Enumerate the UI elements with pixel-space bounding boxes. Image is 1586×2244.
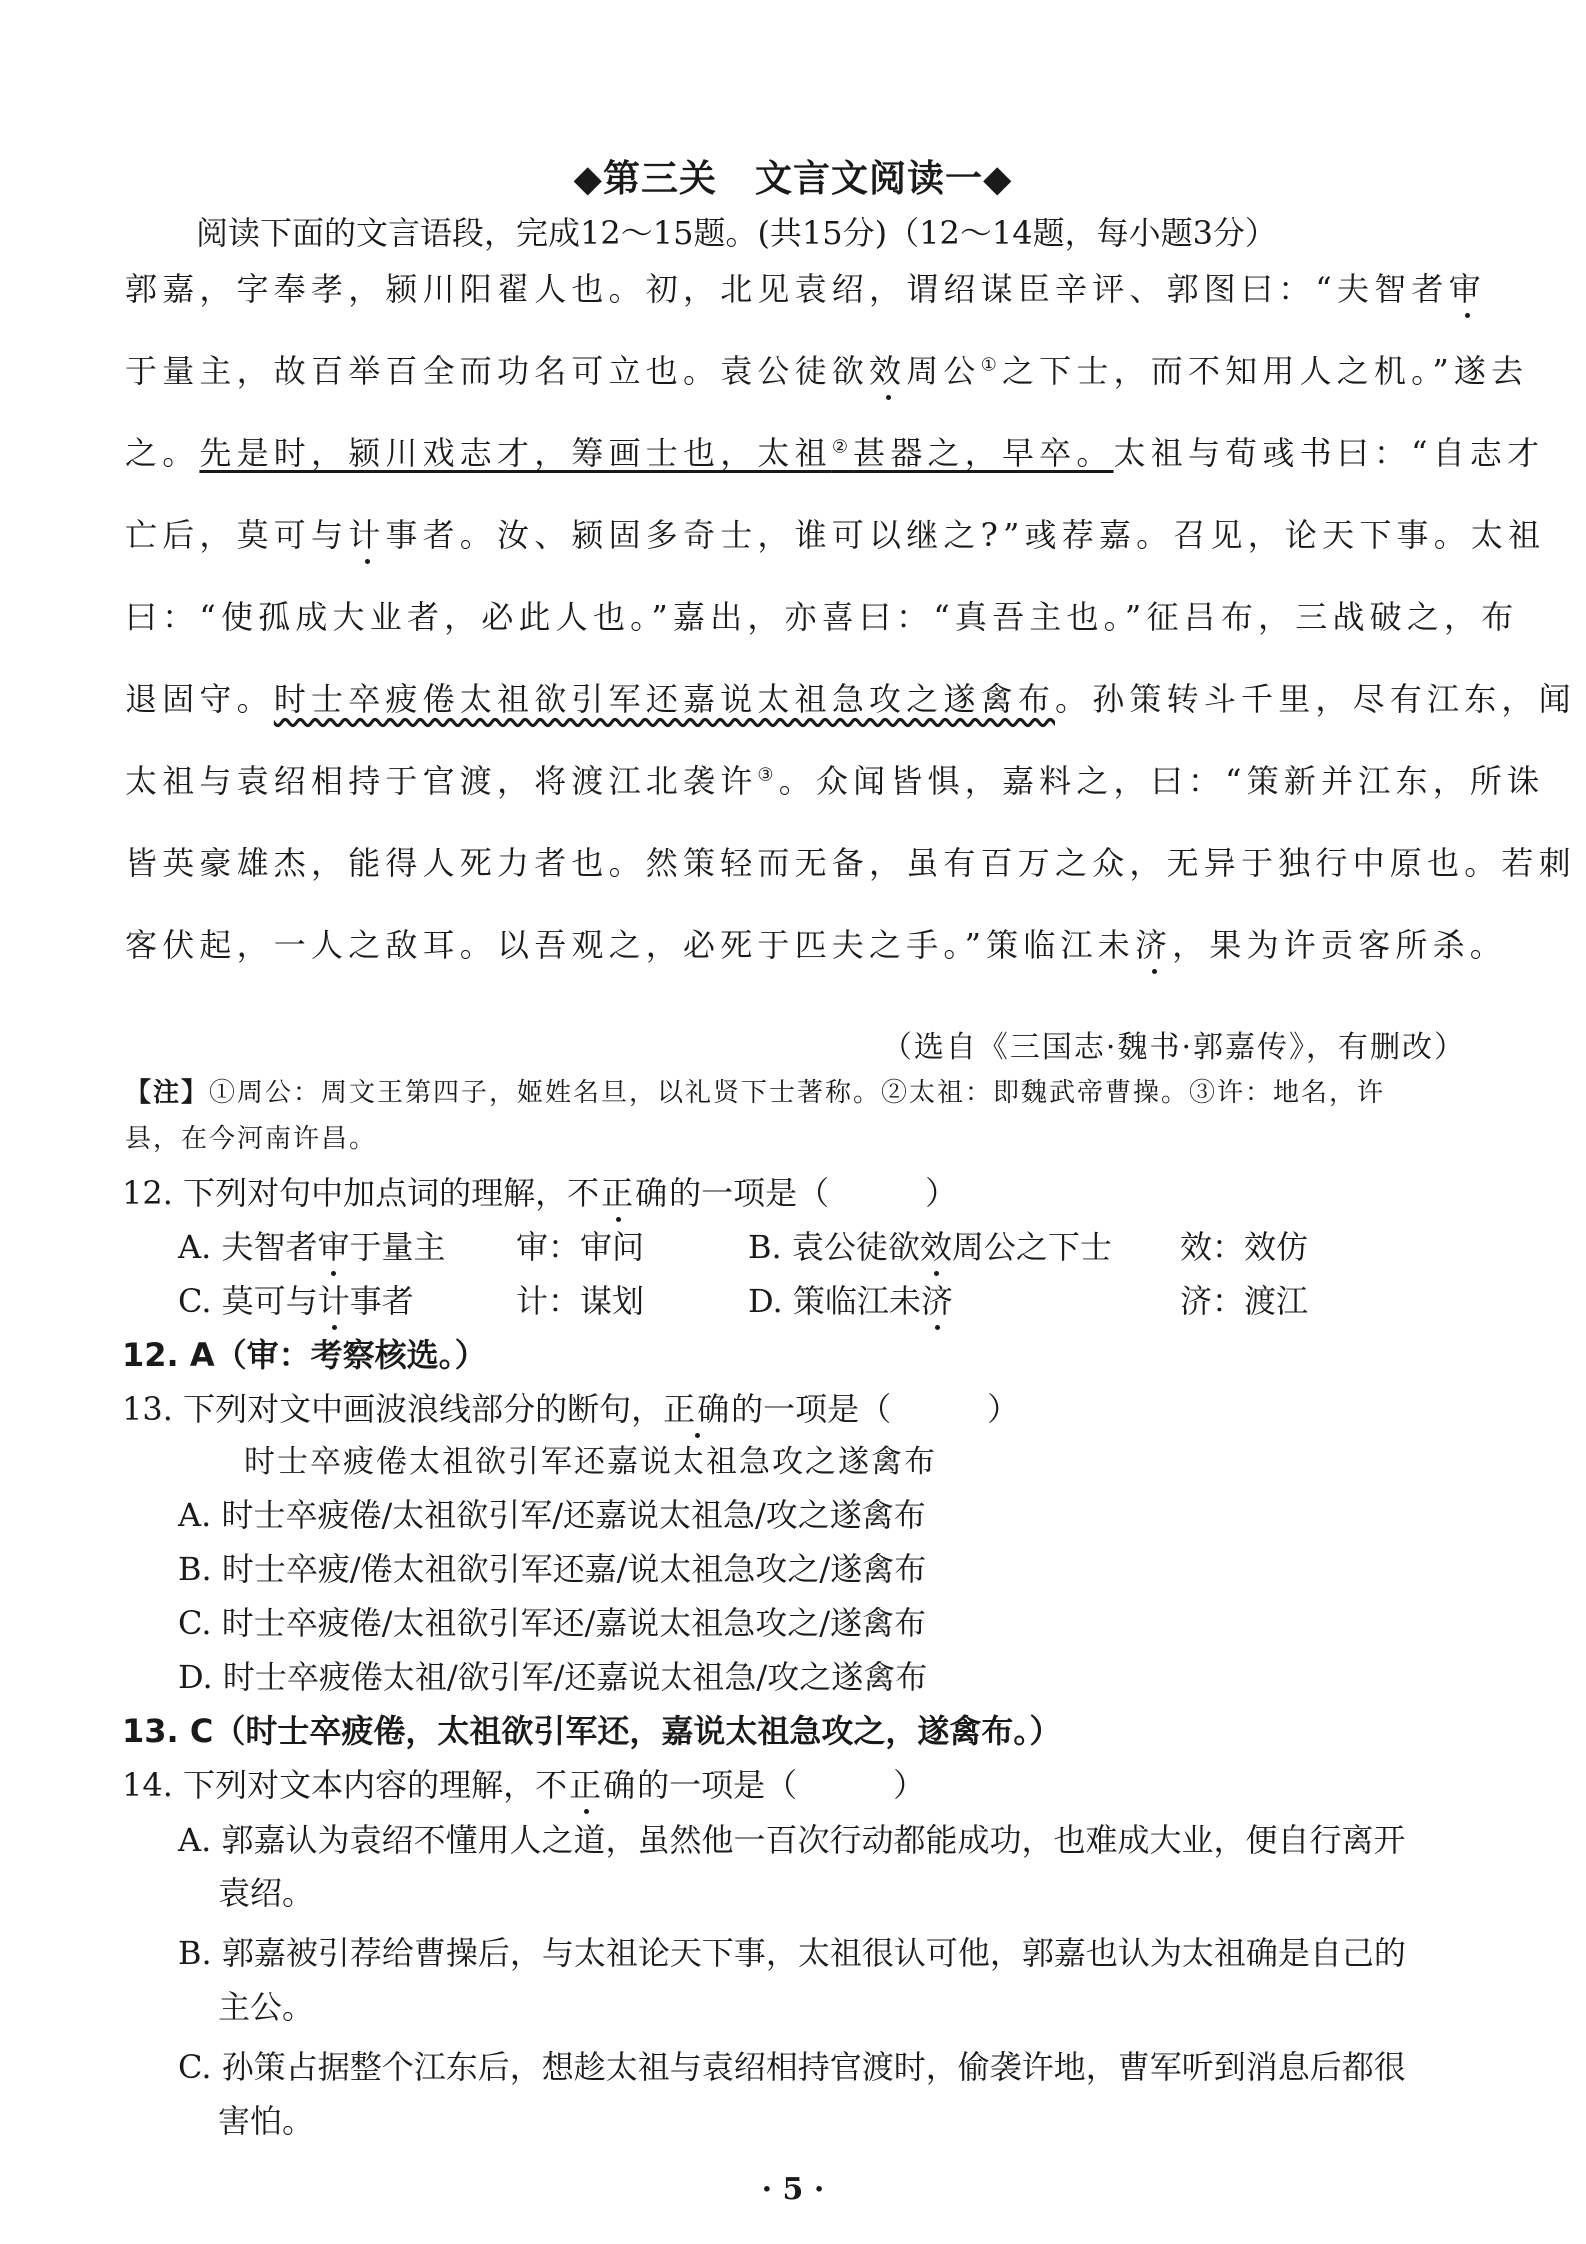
section-title: ◆第三关 文言文阅读一◆	[573, 157, 1013, 200]
dotted-word: 效	[869, 352, 907, 390]
dotted-word: 审	[1448, 270, 1486, 308]
q13-option-b: B. 时士卒疲/倦太祖欲引军还嘉/说太祖急攻之/遂禽布	[178, 1550, 927, 1588]
footnote-line-1: 【注】①周公：周文王第四子，姬姓名旦，以礼贤下士著称。②太祖：即魏武帝曹操。③许：地名，许	[125, 1078, 1386, 1108]
q12-option-c-meaning: 计：谋划	[516, 1282, 645, 1320]
passage-line-4: 亡后，莫可与计事者。汝、颍固多奇士，谁可以继之?”彧荐嘉。召见，论天下事。太祖	[125, 516, 1546, 554]
dotted-word: 计	[348, 516, 386, 554]
q12-option-c: C. 莫可与计事者	[178, 1282, 414, 1320]
q12-option-b: B. 袁公徒欲效周公之下士	[748, 1228, 1112, 1266]
source-citation: （选自《三国志·魏书·郭嘉传》，有删改）	[881, 1030, 1466, 1065]
q14-option-c-line-1: C. 孙策占据整个江东后，想趁太祖与袁绍相持官渡时，偷袭许地，曹军听到消息后都很	[178, 2048, 1406, 2086]
page-number: · 5 ·	[761, 2172, 825, 2207]
passage-line-6: 退固守。时士卒疲倦太祖欲引军还嘉说太祖急攻之遂禽布。孙策转斗千里，尽有江东，闻	[125, 680, 1576, 718]
q14-option-a-line-1: A. 郭嘉认为袁绍不懂用人之道，虽然他一百次行动都能成功，也难成大业，便自行离开	[178, 1821, 1406, 1859]
passage-line-7: 太祖与袁绍相持于官渡，将渡江北袭许③。众闻皆惧，嘉料之，曰：“策新并江东，所诛	[125, 762, 1545, 800]
passage-line-1: 郭嘉，字奉孝，颍川阳翟人也。初，北见袁绍，谓绍谋臣辛评、郭图曰：“夫智者审	[125, 270, 1486, 308]
q12-answer: 12. A（审：考察核选。）	[122, 1336, 487, 1374]
footnote-line-2: 县，在今河南许昌。	[125, 1124, 378, 1154]
underlined-sentence: 先是时，颍川戏志才，筹画士也，太祖②甚器之，早卒。	[199, 434, 1114, 472]
passage-line-5: 曰：“使孤成大业者，必此人也。”嘉出，亦喜曰：“真吾主也。”征吕布，三战破之，布	[125, 598, 1519, 636]
emphasis-dotted: 正确	[663, 1390, 732, 1428]
q14-option-b-line-2: 主公。	[218, 1988, 315, 2026]
q13-option-a: A. 时士卒疲倦/太祖欲引军/还嘉说太祖急/攻之遂禽布	[178, 1496, 926, 1534]
passage-line-2: 于量主，故百举百全而功名可立也。袁公徒欲效周公①之下士，而不知用人之机。”遂去	[125, 352, 1529, 390]
q13-answer: 13. C（时士卒疲倦，太祖欲引军还，嘉说太祖急攻之，遂禽布。）	[122, 1712, 1062, 1750]
q12-option-a-meaning: 审：审问	[516, 1228, 645, 1266]
instructions: 阅读下面的文言语段，完成12～15题。(共15分)（12～14题，每小题3分）	[196, 214, 1277, 252]
q12-option-a: A. 夫智者审于量主	[178, 1228, 446, 1266]
q12-option-b-meaning: 效：效仿	[1180, 1228, 1309, 1266]
q14-option-a-line-2: 袁绍。	[218, 1874, 315, 1912]
q13-sentence: 时士卒疲倦太祖欲引军还嘉说太祖急攻之遂禽布	[244, 1444, 937, 1480]
passage-line-9: 客伏起，一人之敌耳。以吾观之，必死于匹夫之手。”策临江未济，果为许贡客所杀。	[125, 926, 1507, 964]
emphasis-dotted: 不正确	[535, 1766, 638, 1804]
question-14-stem: 14. 下列对文本内容的理解，不正确的一项是（ ）	[122, 1766, 926, 1804]
footnote-marker: ①	[980, 354, 1002, 376]
q14-option-c-line-2: 害怕。	[218, 2102, 315, 2140]
q12-option-d-meaning: 济：渡江	[1180, 1282, 1309, 1320]
q12-option-d: D. 策临江未济	[748, 1282, 953, 1320]
footnote-marker: ③	[757, 764, 779, 786]
passage-line-3: 之。先是时，颍川戏志才，筹画士也，太祖②甚器之，早卒。太祖与荀彧书曰：“自志才	[125, 434, 1545, 472]
q14-option-b-line-1: B. 郭嘉被引荐给曹操后，与太祖论天下事，太祖很认可他，郭嘉也认为太祖确是自己的	[178, 1934, 1406, 1972]
footnote-marker: ②	[831, 436, 854, 458]
q13-option-c: C. 时士卒疲倦/太祖欲引军还/嘉说太祖急攻之/遂禽布	[178, 1604, 927, 1642]
emphasis-dotted: 不正确	[567, 1174, 670, 1212]
passage-line-8: 皆英豪雄杰，能得人死力者也。然策轻而无备，虽有百万之众，无异于独行中原也。若刺	[125, 844, 1576, 882]
wavy-underlined-sentence: 时士卒疲倦太祖欲引军还嘉说太祖急攻之遂禽布	[273, 680, 1056, 718]
question-12-stem: 12. 下列对句中加点词的理解，不正确的一项是（ ）	[122, 1174, 958, 1212]
q13-option-d: D. 时士卒疲倦太祖/欲引军/还嘉说太祖急/攻之遂禽布	[178, 1658, 928, 1696]
dotted-word: 济	[1134, 926, 1173, 964]
question-13-stem: 13. 下列对文中画波浪线部分的断句，正确的一项是（ ）	[122, 1390, 1020, 1428]
